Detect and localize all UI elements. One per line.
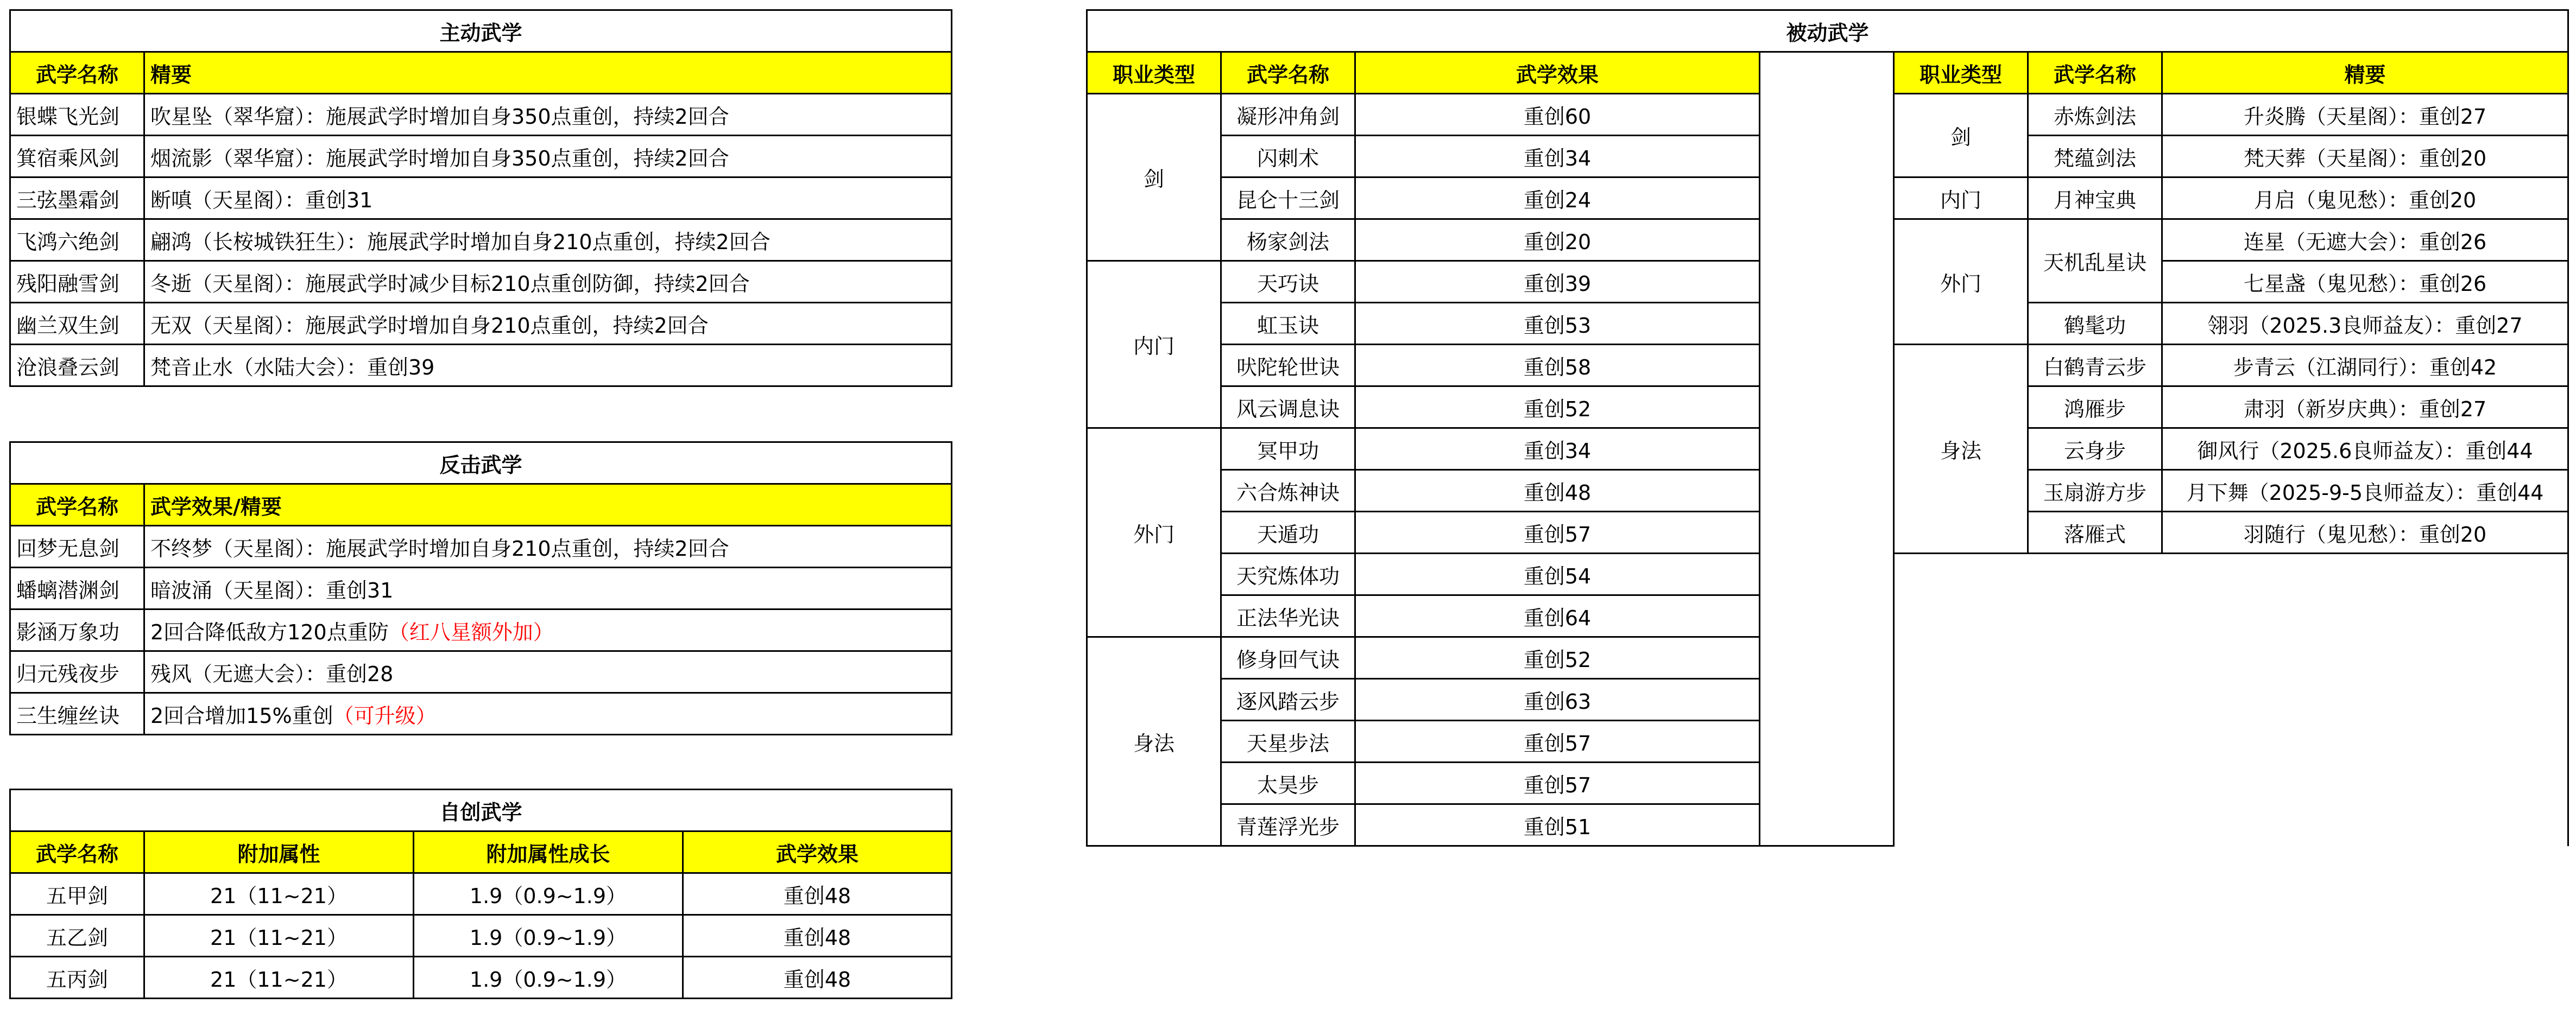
skill-name-cell: 白鹤青云步	[2028, 345, 2162, 386]
skill-effect-cell: 重创48	[1355, 470, 1760, 512]
table-row	[10, 526, 952, 568]
skill-name-cell: 玉扇游方步	[2028, 470, 2162, 512]
empty-cell	[1894, 554, 2568, 595]
skill-effect-cell: 重创57	[1355, 512, 1760, 554]
skill-desc-cell: 步青云（江湖同行）：重创42	[2162, 345, 2568, 386]
skill-desc-cell	[144, 693, 952, 735]
skill-desc-cell: 肃羽（新岁庆典）：重创27	[2162, 386, 2568, 428]
table-row	[10, 609, 952, 651]
table-row	[10, 915, 952, 957]
skill-effect-cell: 重创57	[1355, 721, 1760, 763]
skill-name-cell: 落雁式	[2028, 512, 2162, 554]
table-row	[10, 345, 952, 386]
skill-name-cell: 天机乱星诀	[2028, 219, 2162, 303]
table-row	[10, 568, 952, 609]
skill-name-cell: 月神宝典	[2028, 177, 2162, 219]
skill-name-cell: 云身步	[2028, 428, 2162, 470]
skill-name-cell: 归元残夜步	[10, 651, 144, 693]
passive-gap	[1760, 52, 1894, 846]
skill-desc-text: 2回合增加15%重创	[150, 703, 333, 728]
skill-growth-cell: 1.9（0.9~1.9）	[414, 957, 683, 999]
passive-right-header-type: 职业类型	[1894, 52, 2028, 94]
skill-effect-cell: 重创51	[1355, 804, 1760, 846]
skill-name-cell: 飞鸿六绝剑	[10, 219, 144, 261]
skill-name-cell: 梵蕴剑法	[2028, 136, 2162, 177]
custom-header-attr: 附加属性	[144, 831, 414, 873]
skill-name-cell: 天遁功	[1221, 512, 1355, 554]
skill-desc-cell: 无双（天星阁）：施展武学时增加自身210点重创，持续2回合	[144, 303, 952, 345]
skill-desc-cell: 断嗔（天星阁）：重创31	[144, 177, 952, 219]
skill-attr-cell: 21（11~21）	[144, 873, 414, 915]
skill-effect-cell: 重创20	[1355, 219, 1760, 261]
skill-name-cell: 正法华光诀	[1221, 595, 1355, 637]
skill-desc-text: 暗波涌（天星阁）：重创31	[150, 578, 394, 602]
skill-effect-cell: 重创24	[1355, 177, 1760, 219]
table-row	[10, 957, 952, 999]
skill-name-cell: 银蝶飞光剑	[10, 94, 144, 136]
passive-type-cell: 身法	[1894, 345, 2028, 554]
counter-header-name: 武学名称	[10, 484, 144, 526]
skill-desc-cell: 梵天葬（天星阁）：重创20	[2162, 136, 2568, 177]
skill-desc-cell: 连星（无遮大会）：重创26	[2162, 219, 2568, 261]
skill-desc-cell: 月启（鬼见愁）：重创20	[2162, 177, 2568, 219]
skill-desc-cell: 梵音止水（水陆大会）：重创39	[144, 345, 952, 386]
skill-name-cell: 闪刺术	[1221, 136, 1355, 177]
skill-name-cell: 三生缠丝诀	[10, 693, 144, 735]
skill-desc-cell: 烟流影（翠华窟）：施展武学时增加自身350点重创，持续2回合	[144, 136, 952, 177]
counter-skills-title: 反击武学	[10, 442, 952, 484]
skill-desc-cell: 七星盏（鬼见愁）：重创26	[2162, 261, 2568, 303]
skill-effect-cell: 重创54	[1355, 554, 1760, 595]
empty-cell	[1894, 804, 2568, 846]
skill-growth-cell: 1.9（0.9~1.9）	[414, 873, 683, 915]
empty-cell	[1894, 721, 2568, 763]
custom-header-growth: 附加属性成长	[414, 831, 683, 873]
table-row	[10, 219, 952, 261]
table-row	[10, 177, 952, 219]
table-row	[10, 651, 952, 693]
skill-effect-cell: 重创34	[1355, 136, 1760, 177]
table-row	[10, 136, 952, 177]
passive-type-cell: 剑	[1894, 94, 2028, 177]
skill-name-cell: 修身回气诀	[1221, 637, 1355, 679]
skill-effect-cell: 重创53	[1355, 303, 1760, 345]
skill-name-cell: 虹玉诀	[1221, 303, 1355, 345]
passive-type-cell: 外门	[1087, 428, 1221, 637]
table-row	[10, 873, 952, 915]
skill-desc-cell	[144, 526, 952, 568]
active-skills-title: 主动武学	[10, 10, 952, 52]
skill-name-cell: 杨家剑法	[1221, 219, 1355, 261]
custom-header-effect: 武学效果	[683, 831, 952, 873]
skill-name-cell: 残阳融雪剑	[10, 261, 144, 303]
skill-name-cell: 赤炼剑法	[2028, 94, 2162, 136]
empty-cell	[1894, 763, 2568, 804]
skill-name-cell: 蟠螭潜渊剑	[10, 568, 144, 609]
skill-name-cell: 三弦墨霜剑	[10, 177, 144, 219]
skill-name-cell: 五甲剑	[10, 873, 144, 915]
passive-type-cell: 外门	[1894, 219, 2028, 345]
skill-name-cell: 回梦无息剑	[10, 526, 144, 568]
skill-name-cell: 凝形冲角剑	[1221, 94, 1355, 136]
skill-name-cell: 五丙剑	[10, 957, 144, 999]
skill-desc-cell: 御风行（2025.6良师益友）：重创44	[2162, 428, 2568, 470]
skill-name-cell: 青莲浮光步	[1221, 804, 1355, 846]
skill-name-cell: 幽兰双生剑	[10, 303, 144, 345]
passive-right-header-name: 武学名称	[2028, 52, 2162, 94]
passive-type-cell: 剑	[1087, 94, 1221, 261]
skill-desc-cell: 升炎腾（天星阁）：重创27	[2162, 94, 2568, 136]
table-row	[10, 693, 952, 735]
table-row	[10, 303, 952, 345]
counter-skills-table	[9, 441, 952, 735]
skill-name-cell: 鸿雁步	[2028, 386, 2162, 428]
empty-cell	[1894, 637, 2568, 679]
custom-header-name: 武学名称	[10, 831, 144, 873]
passive-right-header-desc: 精要	[2162, 52, 2568, 94]
skill-name-cell: 沧浪叠云剑	[10, 345, 144, 386]
skill-effect-cell: 重创48	[683, 873, 952, 915]
skill-desc-cell: 羽随行（鬼见愁）：重创20	[2162, 512, 2568, 554]
skill-name-cell: 昆仑十三剑	[1221, 177, 1355, 219]
skill-desc-cell	[144, 609, 952, 651]
skill-name-cell: 六合炼神诀	[1221, 470, 1355, 512]
active-header-name: 武学名称	[10, 52, 144, 94]
skill-effect-cell: 重创58	[1355, 345, 1760, 386]
skill-note-text: （红八星额外加）	[388, 620, 554, 644]
skill-effect-cell: 重创34	[1355, 428, 1760, 470]
skill-effect-cell: 重创48	[683, 957, 952, 999]
skill-desc-cell: 月下舞（2025-9-5良师益友）：重创44	[2162, 470, 2568, 512]
passive-left-header-effect: 武学效果	[1355, 52, 1760, 94]
skill-name-cell: 天巧诀	[1221, 261, 1355, 303]
skill-name-cell: 风云调息诀	[1221, 386, 1355, 428]
skill-growth-cell: 1.9（0.9~1.9）	[414, 915, 683, 957]
custom-skills-title: 自创武学	[10, 790, 952, 831]
passive-type-cell: 内门	[1087, 261, 1221, 428]
skill-desc-cell: 翩鸿（长桉城铁狂生）：施展武学时增加自身210点重创，持续2回合	[144, 219, 952, 261]
passive-left-header-name: 武学名称	[1221, 52, 1355, 94]
passive-left-header-type: 职业类型	[1087, 52, 1221, 94]
skill-effect-cell: 重创52	[1355, 386, 1760, 428]
table-row	[10, 94, 952, 136]
active-skills-table	[9, 9, 952, 387]
passive-type-cell: 身法	[1087, 637, 1221, 846]
counter-header-desc: 武学效果/精要	[144, 484, 952, 526]
skill-desc-cell: 吹星坠（翠华窟）：施展武学时增加自身350点重创，持续2回合	[144, 94, 952, 136]
empty-cell	[1894, 595, 2568, 637]
skill-name-cell: 天星步法	[1221, 721, 1355, 763]
skill-name-cell: 鹤髦功	[2028, 303, 2162, 345]
skill-name-cell: 影涵万象功	[10, 609, 144, 651]
table-row	[10, 261, 952, 303]
skill-desc-cell: 翎羽（2025.3良师益友）：重创27	[2162, 303, 2568, 345]
skill-note-text: （可升级）	[333, 703, 437, 728]
passive-skills-table	[1086, 9, 2569, 847]
skill-effect-cell: 重创64	[1355, 595, 1760, 637]
skill-effect-cell: 重创48	[683, 915, 952, 957]
skill-name-cell: 太昊步	[1221, 763, 1355, 804]
skill-name-cell: 冥甲功	[1221, 428, 1355, 470]
skill-attr-cell: 21（11~21）	[144, 957, 414, 999]
skill-effect-cell: 重创57	[1355, 763, 1760, 804]
active-header-desc: 精要	[144, 52, 952, 94]
passive-skills-title: 被动武学	[1087, 10, 2568, 52]
skill-desc-cell: 冬逝（天星阁）：施展武学时减少目标210点重创防御，持续2回合	[144, 261, 952, 303]
skill-desc-text: 不终梦（天星阁）：施展武学时增加自身210点重创，持续2回合	[150, 536, 729, 561]
skill-name-cell: 逐风踏云步	[1221, 679, 1355, 721]
skill-name-cell: 天究炼体功	[1221, 554, 1355, 595]
skill-name-cell: 箕宿乘风剑	[10, 136, 144, 177]
skill-name-cell: 五乙剑	[10, 915, 144, 957]
custom-skills-table	[9, 789, 952, 999]
skill-name-cell: 吠陀轮世诀	[1221, 345, 1355, 386]
skill-effect-cell: 重创39	[1355, 261, 1760, 303]
skill-effect-cell: 重创63	[1355, 679, 1760, 721]
passive-type-cell: 内门	[1894, 177, 2028, 219]
skill-desc-text: 残风（无遮大会）：重创28	[150, 662, 394, 686]
empty-cell	[1894, 679, 2568, 721]
skill-desc-cell	[144, 651, 952, 693]
skill-desc-cell	[144, 568, 952, 609]
skill-attr-cell: 21（11~21）	[144, 915, 414, 957]
skill-desc-text: 2回合降低敌方120点重防	[150, 620, 389, 644]
skill-effect-cell: 重创60	[1355, 94, 1760, 136]
skill-effect-cell: 重创52	[1355, 637, 1760, 679]
